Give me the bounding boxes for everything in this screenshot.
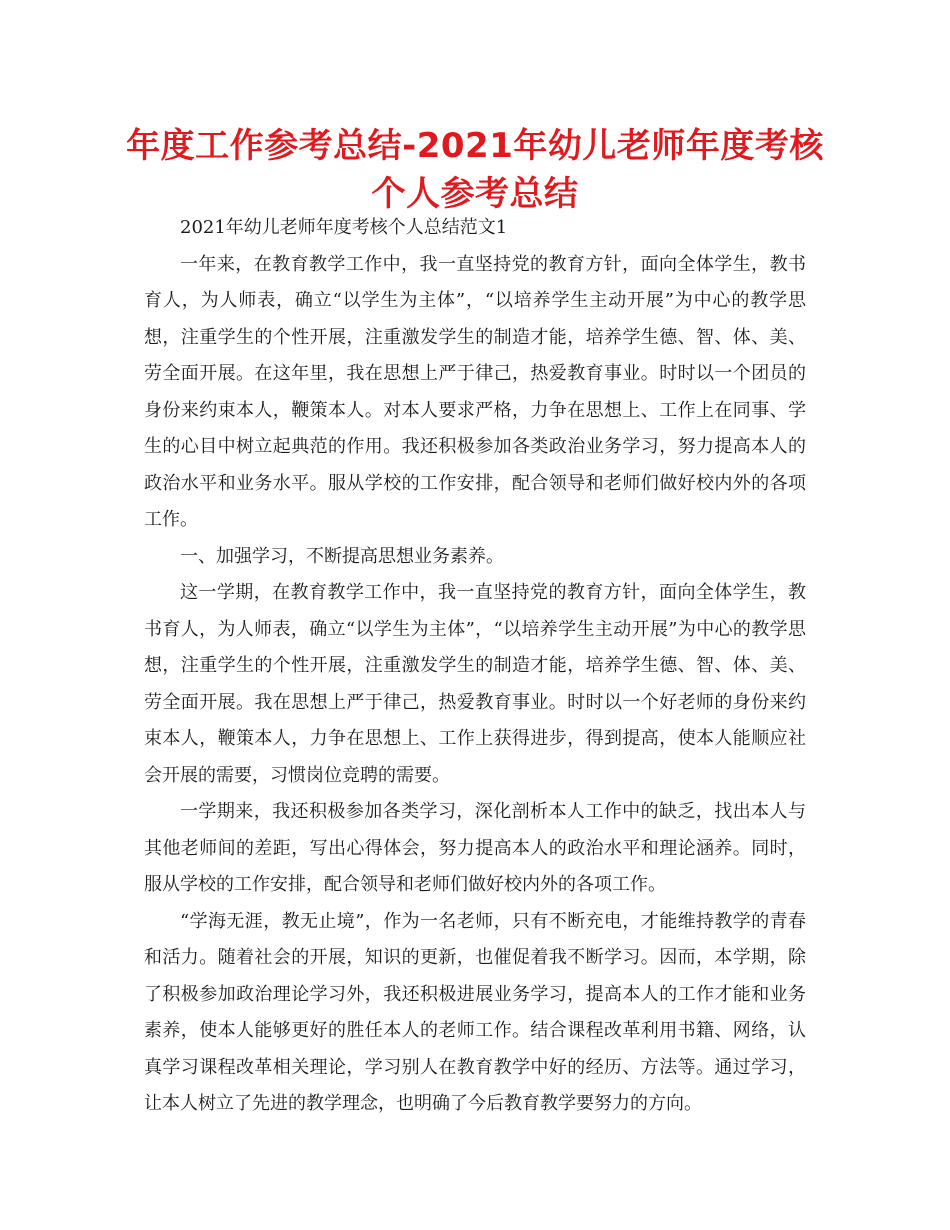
- paragraph: 这一学期，在教育教学工作中，我一直坚持党的教育方针，面向全体学生，教书育人，为人师表，确立“以学生为主体”，“以培养学生主动开展”为中心的教学思想，注重学生的个性开展，注重激发学生的制造才能，培养学生德、智、体、美、劳全面开展。我在思想上严于律己，热爱教育事业。时时以一个好老师的身份来约束本人，鞭策本人，力争在思想上、工作上获得进步，得到提高，使本人能顺应社会开展的需要，习惯岗位竞聘的需要。: [144, 582, 806, 786]
- paragraph: 一学期来，我还积极参加各类学习，深化剖析本人工作中的缺乏，找出本人与其他老师间的差距，写出心得体会，努力提高本人的政治水平和理论涵养。同时，服从学校的工作安排，配合领导和老师们做好校内外的各项工作。: [144, 801, 806, 895]
- paragraph-subtitle: 2021年幼儿老师年度考核个人总结范文1: [180, 217, 508, 238]
- document-body: [144, 210, 806, 1123]
- paragraph: “学海无涯，教无止境”，作为一名老师，只有不断充电，才能维持教学的青春和活力。随着社会的开展，知识的更新，也催促着我不断学习。因而，本学期，除了积极参加政治理论学习外，我还积极进展业务学习，提高本人的工作才能和业务素养，使本人能够更好的胜任本人的老师工作。结合课程改革利用书籍、网络，认真学习课程改革相关理论，学习别人在教育教学中好的经历、方法等。通过学习，让本人树立了先进的教学理念，也明确了今后教育教学要努力的方向。: [144, 910, 806, 1114]
- document-title: 年度工作参考总结-2021年幼儿老师年度考核个人参考总结: [126, 126, 824, 214]
- section-heading: 一、加强学习，不断提高思想业务素养。: [180, 545, 504, 567]
- paragraph: 一年来，在教育教学工作中，我一直坚持党的教育方针，面向全体学生，教书育人，为人师表，确立“以学生为主体”，“以培养学生主动开展”为中心的教学思想，注重学生的个性开展，注重激发学生的制造才能，培养学生德、智、体、美、劳全面开展。在这年里，我在思想上严于律己，热爱教育事业。时时以一个团员的身份来约束本人，鞭策本人。对本人要求严格，力争在思想上、工作上在同事、学生的心目中树立起典范的作用。我还积极参加各类政治业务学习，努力提高本人的政治水平和业务水平。服从学校的工作安排，配合领导和老师们做好校内外的各项工作。: [144, 253, 806, 530]
